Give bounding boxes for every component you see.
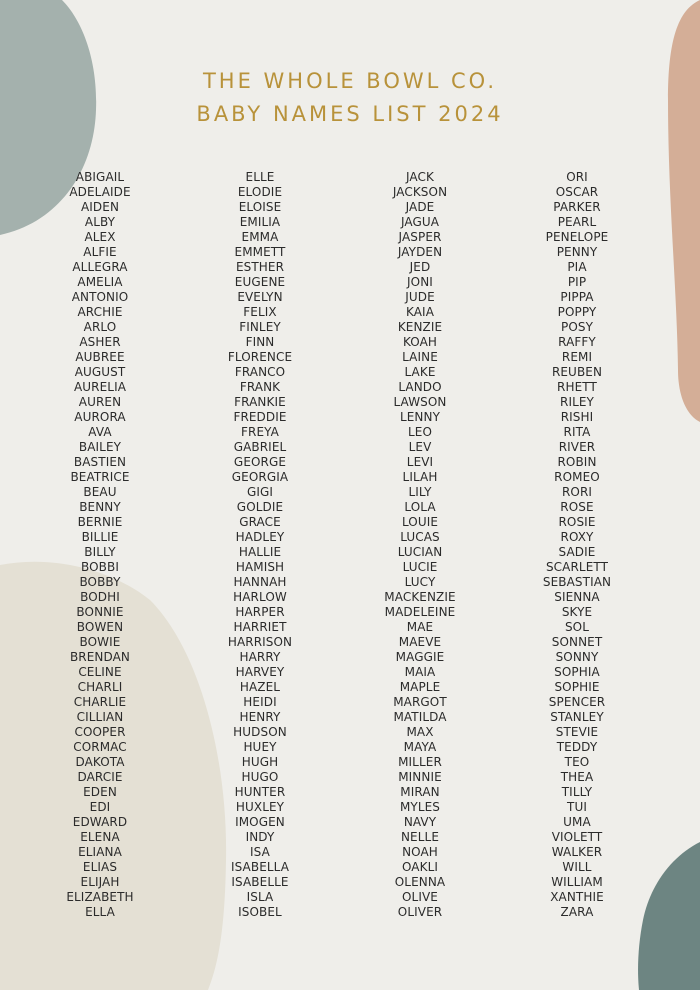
name-item: SADIE — [558, 545, 596, 559]
name-item: HAMISH — [235, 560, 285, 574]
name-item: LUCAS — [400, 530, 440, 544]
name-item: DAKOTA — [75, 755, 125, 769]
name-item: HENRY — [239, 710, 281, 724]
name-item: SOPHIA — [554, 665, 600, 679]
name-item: LOUIE — [401, 515, 439, 529]
name-item: BENNY — [79, 500, 121, 514]
name-item: CHARLI — [77, 680, 123, 694]
name-item: ZARA — [560, 905, 594, 919]
name-item: AUGUST — [74, 365, 126, 379]
names-column-3 — [340, 170, 500, 920]
name-item: ORI — [566, 170, 588, 184]
name-item: LEV — [408, 440, 432, 454]
name-item: BOBBY — [79, 575, 121, 589]
name-item: AIDEN — [80, 200, 120, 214]
name-item: EDI — [89, 800, 111, 814]
name-item: FELIX — [243, 305, 277, 319]
name-item: SCARLETT — [545, 560, 609, 574]
name-item: ABIGAIL — [75, 170, 125, 184]
name-item: EMMA — [241, 230, 279, 244]
name-item: WILLIAM — [551, 875, 603, 889]
peach-blob — [668, 0, 700, 422]
name-item: RORI — [561, 485, 593, 499]
name-item: STEVIE — [555, 725, 599, 739]
name-item: CHARLIE — [73, 695, 127, 709]
name-item: HARRISON — [227, 635, 293, 649]
name-item: KENZIE — [397, 320, 443, 334]
name-item: IMOGEN — [235, 815, 285, 829]
name-item: AVA — [88, 425, 112, 439]
name-item: EUGENE — [234, 275, 286, 289]
name-item: MATILDA — [393, 710, 447, 724]
name-item: JACKSON — [392, 185, 448, 199]
name-item: ELIAS — [82, 860, 118, 874]
name-item: LUCIAN — [397, 545, 443, 559]
name-item: BOWIE — [79, 635, 121, 649]
name-item: JAYDEN — [397, 245, 443, 259]
name-item: ALEX — [84, 230, 116, 244]
name-item: ESTHER — [235, 260, 285, 274]
name-item: BRENDAN — [69, 650, 131, 664]
name-item: JADE — [405, 200, 435, 214]
name-item: INDY — [245, 830, 275, 844]
name-item: BOWEN — [76, 620, 124, 634]
name-item: BEATRICE — [70, 470, 130, 484]
name-item: CILLIAN — [76, 710, 124, 724]
name-item: JONI — [407, 275, 433, 289]
name-item: JASPER — [398, 230, 442, 244]
name-item: LANDO — [398, 380, 442, 394]
name-item: LOLA — [404, 500, 436, 514]
name-item: OLENNA — [394, 875, 446, 889]
name-item: THEA — [560, 770, 594, 784]
name-item: FLORENCE — [227, 350, 293, 364]
name-item: AURELIA — [73, 380, 127, 394]
name-item: UMA — [563, 815, 591, 829]
name-item: GIGI — [246, 485, 274, 499]
name-item: MYLES — [399, 800, 441, 814]
name-item: ELENA — [80, 830, 120, 844]
name-item: SEBASTIAN — [542, 575, 612, 589]
name-item: TEO — [564, 755, 590, 769]
name-item: CORMAC — [73, 740, 127, 754]
name-item: OLIVER — [397, 905, 443, 919]
name-item: BODHI — [80, 590, 120, 604]
name-item: SOL — [564, 620, 590, 634]
name-item: MAEVE — [398, 635, 442, 649]
name-item: FRANKIE — [234, 395, 286, 409]
name-item: HUEY — [243, 740, 277, 754]
name-item: GOLDIE — [236, 500, 284, 514]
names-column-2 — [180, 170, 340, 920]
name-item: NOAH — [402, 845, 438, 859]
name-item: BAILEY — [78, 440, 122, 454]
names-column-4 — [497, 170, 657, 920]
name-item: GEORGE — [233, 455, 287, 469]
name-item: STANLEY — [550, 710, 604, 724]
name-item: AURORA — [74, 410, 126, 424]
name-item: PENNY — [556, 245, 598, 259]
name-item: HANNAH — [233, 575, 287, 589]
name-item: SOPHIE — [554, 680, 600, 694]
title-line-2: BABY NAMES LIST 2024 — [196, 102, 504, 126]
name-item: RAFFY — [558, 335, 596, 349]
name-item: RIVER — [558, 440, 596, 454]
name-item: HALLIE — [238, 545, 282, 559]
name-item: MILLER — [398, 755, 442, 769]
name-item: HARPER — [235, 605, 285, 619]
name-item: LEO — [407, 425, 432, 439]
name-item: BILLIE — [81, 530, 119, 544]
name-item: HUDSON — [233, 725, 287, 739]
name-item: LILY — [408, 485, 432, 499]
name-item: RITA — [563, 425, 591, 439]
name-item: ELIJAH — [80, 875, 120, 889]
name-item: SONNET — [551, 635, 603, 649]
name-item: HEIDI — [243, 695, 277, 709]
name-item: LAWSON — [393, 395, 447, 409]
name-item: MAPLE — [399, 680, 441, 694]
name-item: ROBIN — [557, 455, 597, 469]
name-item: HAZEL — [239, 680, 281, 694]
name-item: ROSE — [560, 500, 594, 514]
name-item: NAVY — [403, 815, 437, 829]
name-item: PIA — [567, 260, 587, 274]
name-item: ROMEO — [554, 470, 600, 484]
name-item: PARKER — [553, 200, 601, 214]
name-item: PEARL — [557, 215, 597, 229]
name-item: LUCIE — [402, 560, 438, 574]
name-item: JED — [409, 260, 431, 274]
name-item: ISLA — [246, 890, 274, 904]
name-item: WALKER — [551, 845, 603, 859]
name-item: ALFIE — [83, 245, 117, 259]
name-item: JUDE — [405, 290, 435, 304]
title-line-1: THE WHOLE BOWL CO. — [202, 69, 497, 93]
name-item: JAGUA — [400, 215, 440, 229]
name-item: GRACE — [239, 515, 281, 529]
name-item: FRANK — [239, 380, 281, 394]
name-item: REUBEN — [551, 365, 603, 379]
name-item: POSY — [560, 320, 594, 334]
name-item: MAYA — [403, 740, 437, 754]
name-item: MAIA — [404, 665, 436, 679]
name-item: ELOISE — [238, 200, 282, 214]
name-item: POPPY — [557, 305, 597, 319]
name-item: JACK — [406, 170, 434, 184]
name-item: ALBY — [84, 215, 116, 229]
name-item: BERNIE — [77, 515, 123, 529]
name-item: LEVI — [406, 455, 434, 469]
name-item: AUREN — [78, 395, 122, 409]
name-item: BILLY — [84, 545, 116, 559]
name-item: PIP — [567, 275, 587, 289]
name-item: SIENNA — [554, 590, 600, 604]
name-item: CELINE — [78, 665, 122, 679]
name-item: ROSIE — [558, 515, 596, 529]
name-item: EMMETT — [234, 245, 286, 259]
name-item: MINNIE — [398, 770, 442, 784]
name-item: VIOLETT — [551, 830, 603, 844]
name-item: BEAU — [83, 485, 117, 499]
name-item: LENNY — [399, 410, 441, 424]
name-item: ANTONIO — [71, 290, 129, 304]
name-item: COOPER — [74, 725, 126, 739]
name-item: GABRIEL — [233, 440, 287, 454]
name-item: BOBBI — [81, 560, 119, 574]
name-item: ARCHIE — [77, 305, 123, 319]
name-item: BASTIEN — [73, 455, 127, 469]
name-item: ELODIE — [237, 185, 283, 199]
name-item: FINN — [245, 335, 275, 349]
name-item: ADELAIDE — [69, 185, 131, 199]
name-item: KOAH — [402, 335, 438, 349]
name-item: AUBREE — [75, 350, 125, 364]
name-item: ISABELLE — [231, 875, 289, 889]
name-item: BONNIE — [76, 605, 124, 619]
name-item: EDEN — [83, 785, 117, 799]
name-item: XANTHIE — [550, 890, 604, 904]
name-item: NELLE — [400, 830, 439, 844]
name-item: DARCIE — [77, 770, 123, 784]
name-item: HUGH — [241, 755, 279, 769]
name-item: PIPPA — [560, 290, 594, 304]
name-item: AMELIA — [77, 275, 123, 289]
name-item: HARLOW — [233, 590, 287, 604]
name-item: LAINE — [402, 350, 438, 364]
name-item: FREYA — [241, 425, 279, 439]
name-item: GEORGIA — [231, 470, 289, 484]
name-item: EMILIA — [239, 215, 281, 229]
name-item: LAKE — [404, 365, 436, 379]
name-item: MARGOT — [393, 695, 447, 709]
name-item: ASHER — [79, 335, 121, 349]
name-item: LUCY — [404, 575, 436, 589]
name-item: MAX — [406, 725, 434, 739]
name-item: MAE — [406, 620, 434, 634]
name-item: MACKENZIE — [384, 590, 456, 604]
name-item: ARLO — [83, 320, 117, 334]
name-item: MADELEINE — [384, 605, 456, 619]
name-item: SONNY — [555, 650, 599, 664]
name-item: ISABELLA — [230, 860, 290, 874]
name-item: RILEY — [560, 395, 594, 409]
name-item: OSCAR — [555, 185, 599, 199]
name-item: HARVEY — [235, 665, 285, 679]
name-item: EDWARD — [72, 815, 128, 829]
name-item: OLIVE — [402, 890, 438, 904]
name-item: TEDDY — [556, 740, 598, 754]
name-item: PENELOPE — [545, 230, 609, 244]
name-item: WILL — [562, 860, 592, 874]
name-item: SKYE — [561, 605, 593, 619]
name-item: MIRAN — [400, 785, 440, 799]
name-item: ISA — [250, 845, 270, 859]
name-item: ELLA — [85, 905, 115, 919]
name-item: OAKLI — [401, 860, 439, 874]
name-item: KAIA — [405, 305, 434, 319]
name-item: FRANCO — [234, 365, 286, 379]
name-item: HARRIET — [233, 620, 287, 634]
name-item: ALLEGRA — [72, 260, 128, 274]
name-item: ELLE — [245, 170, 275, 184]
name-item: HUXLEY — [235, 800, 285, 814]
name-item: SPENCER — [548, 695, 606, 709]
name-item: HUNTER — [234, 785, 286, 799]
name-item: TUI — [567, 800, 587, 814]
name-item: FINLEY — [239, 320, 281, 334]
name-item: HARRY — [239, 650, 281, 664]
name-item: REMI — [561, 350, 593, 364]
name-item: ROXY — [560, 530, 594, 544]
name-item: LILAH — [402, 470, 438, 484]
name-item: HADLEY — [235, 530, 285, 544]
name-item: RISHI — [560, 410, 594, 424]
name-item: TILLY — [561, 785, 593, 799]
name-item: HUGO — [241, 770, 279, 784]
name-item: RHETT — [557, 380, 597, 394]
names-column-1 — [20, 170, 180, 920]
name-item: ISOBEL — [238, 905, 282, 919]
name-item: EVELYN — [237, 290, 283, 304]
name-item: FREDDIE — [233, 410, 287, 424]
name-item: MAGGIE — [395, 650, 445, 664]
name-item: ELIANA — [78, 845, 122, 859]
name-item: ELIZABETH — [66, 890, 134, 904]
